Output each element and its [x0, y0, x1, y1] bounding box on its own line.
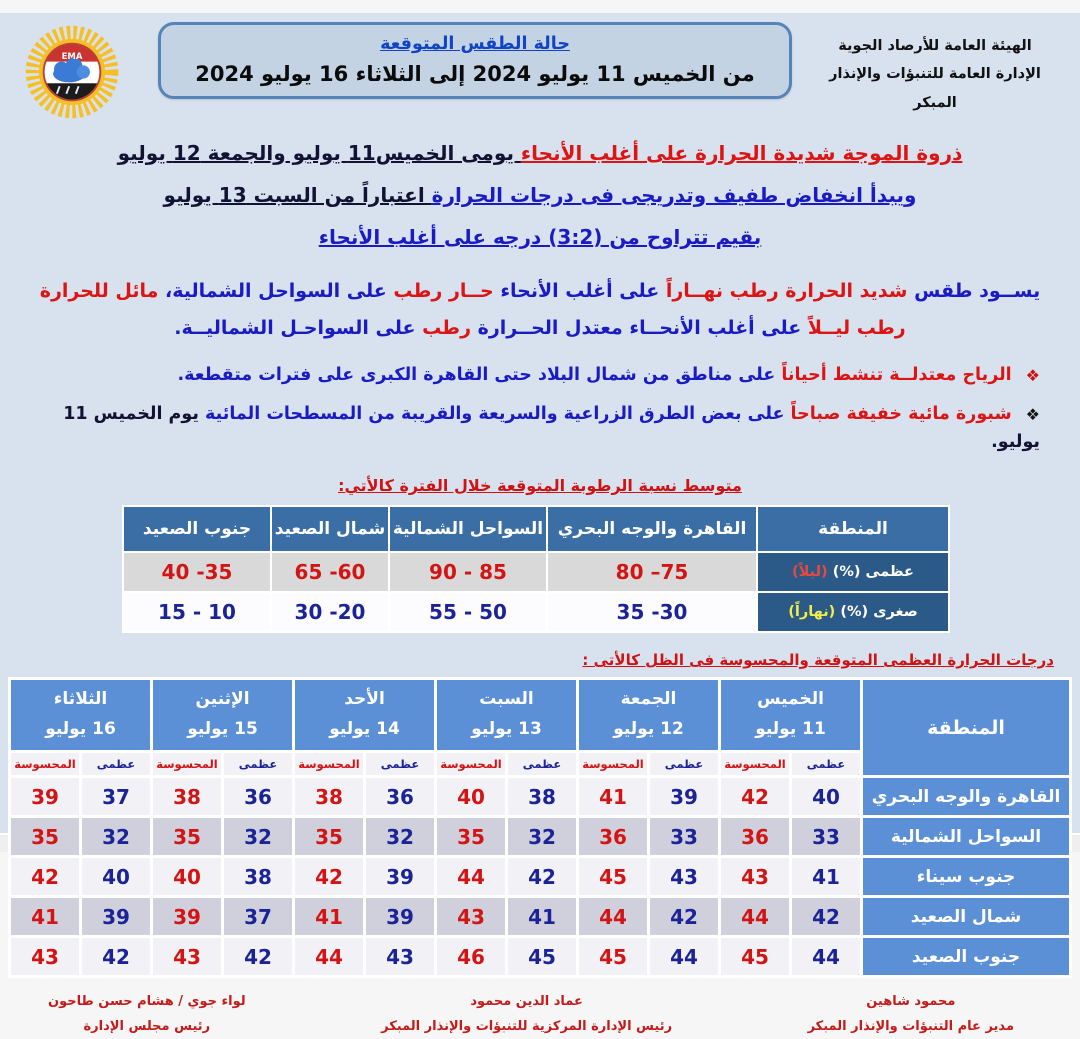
bullet-winds — [40, 361, 1040, 389]
temp-max-value: 33 — [650, 818, 718, 855]
forecast-seg: على السواحل الشمالية، — [158, 280, 387, 302]
temp-max-value: 38 — [508, 778, 576, 815]
temp-felt-value: 39 — [11, 778, 79, 815]
humidity-value: 35 -30 — [548, 593, 756, 631]
humidity-min-label-paren: (نهاراً) — [788, 604, 836, 621]
forecast-seg: معتدل الحــرارة — [471, 317, 623, 340]
temperature-day-header-row — [11, 680, 1069, 750]
temp-felt-value: 43 — [721, 858, 789, 895]
temp-felt-value: 45 — [579, 858, 647, 895]
forecast-seg: حــار رطب — [386, 280, 494, 302]
temp-felt-value: 42 — [721, 778, 789, 815]
signature-name: عماد الدين محمود — [470, 994, 583, 1010]
temp-felt-value: 42 — [295, 858, 363, 895]
humidity-table — [122, 505, 950, 633]
temperature-row-north-coasts — [11, 818, 1069, 855]
temp-felt-value: 44 — [295, 938, 363, 975]
temp-max-value: 43 — [650, 858, 718, 895]
temp-max-value: 37 — [224, 898, 292, 935]
day-header-monday — [153, 680, 292, 750]
subheader-felt: المحسوسة — [437, 753, 505, 775]
temp-felt-value: 38 — [295, 778, 363, 815]
temp-felt-value: 43 — [437, 898, 505, 935]
day-date: 11 يوليو — [755, 719, 826, 740]
forecast-seg: على السواحـل الشماليــة. — [174, 317, 416, 340]
signature-title: رئيس مجلس الإدارة — [83, 1018, 211, 1034]
signature-name: محمود شاهين — [866, 994, 956, 1010]
humidity-value: 40 -35 — [124, 553, 270, 591]
humidity-value: 65 -60 — [272, 553, 388, 591]
day-date: 14 يوليو — [329, 719, 400, 740]
region-name: القاهرة والوجه البحري — [863, 778, 1069, 815]
temp-felt-value: 41 — [579, 778, 647, 815]
temp-max-value: 39 — [366, 898, 434, 935]
temp-felt-value: 36 — [579, 818, 647, 855]
subheader-max: عظمى — [224, 753, 292, 775]
headline-2-dark: اعتباراً من السبت 13 يوليو — [163, 183, 432, 207]
temp-felt-value: 41 — [11, 898, 79, 935]
headline-line-3 — [8, 222, 1072, 253]
temp-max-value: 39 — [366, 858, 434, 895]
temp-felt-value: 45 — [721, 938, 789, 975]
bullet-list — [40, 361, 1040, 456]
temp-max-value: 32 — [82, 818, 150, 855]
day-name: الأحد — [344, 689, 385, 710]
humidity-max-label-paren: (ليلاً) — [792, 564, 828, 581]
day-date: 13 يوليو — [471, 719, 542, 740]
headline-line-2 — [8, 180, 1072, 211]
temp-max-value: 44 — [650, 938, 718, 975]
temperature-col-region: المنطقة — [863, 680, 1069, 775]
bullet-1-blue: على مناطق من شمال البلاد حتى القاهرة الكبرى على فترات متقطعة. — [177, 365, 776, 386]
humidity-max-row — [124, 553, 948, 591]
humidity-min-label — [758, 593, 948, 631]
page-title: حالة الطقس المتوقعة — [380, 34, 570, 54]
temp-max-value: 43 — [366, 938, 434, 975]
subheader-felt: المحسوسة — [295, 753, 363, 775]
forecast-seg: يســود طقس — [907, 280, 1041, 302]
headline-3-blue: بقيم تتراوح من (3:2) درجه على أغلب الأنحاء — [318, 225, 762, 249]
temp-felt-value: 45 — [579, 938, 647, 975]
subheader-felt: المحسوسة — [721, 753, 789, 775]
date-range: من الخميس 11 يوليو 2024 إلى الثلاثاء 16 يوليو 2024 — [195, 62, 755, 86]
day-date: 16 يوليو — [45, 719, 116, 740]
day-date: 12 يوليو — [613, 719, 684, 740]
signature-director — [808, 990, 1014, 1039]
temp-max-value: 32 — [508, 818, 576, 855]
humidity-value: 30 -20 — [272, 593, 388, 631]
day-name: الثلاثاء — [53, 689, 108, 710]
humidity-col-region: المنطقة — [758, 507, 948, 551]
forecast-seg: مائل للحرارة رطب ليــلاً — [39, 280, 906, 340]
temperature-row-south-upper — [11, 938, 1069, 975]
temp-felt-value: 35 — [437, 818, 505, 855]
signature-central-admin-head — [381, 990, 672, 1039]
temperature-row-north-upper — [11, 898, 1069, 935]
bullet-fog — [40, 400, 1040, 456]
temp-max-value: 39 — [82, 898, 150, 935]
headline-2-blue: ويبدأ انخفاض طفيف وتدريجى فى درجات الحرارة — [431, 183, 917, 207]
temp-felt-value: 35 — [295, 818, 363, 855]
temp-felt-value: 43 — [11, 938, 79, 975]
temp-max-value: 37 — [82, 778, 150, 815]
region-name: السواحل الشمالية — [863, 818, 1069, 855]
humidity-min-label-text: صغرى (%) — [835, 604, 918, 621]
forecast-seg: رطب — [415, 317, 472, 340]
logo-ema-text: EMA — [61, 51, 83, 62]
temp-max-value: 42 — [650, 898, 718, 935]
temp-max-value: 42 — [82, 938, 150, 975]
temp-max-value: 42 — [224, 938, 292, 975]
temp-felt-value: 35 — [11, 818, 79, 855]
forecast-seg: على أغلب الأنحاء — [493, 280, 660, 302]
temp-max-value: 38 — [224, 858, 292, 895]
day-header-sunday — [295, 680, 434, 750]
diamond-bullet-icon: ❖ — [1025, 405, 1040, 425]
subheader-felt: المحسوسة — [11, 753, 79, 775]
day-name: السبت — [479, 689, 534, 710]
subheader-max: عظمى — [650, 753, 718, 775]
signature-name: لواء جوي / هشام حسن طاحون — [48, 994, 246, 1010]
temp-felt-value: 39 — [153, 898, 221, 935]
temp-max-value: 36 — [366, 778, 434, 815]
bullet-2-red: شبورة مائية خفيفة صباحاً — [784, 404, 1012, 425]
humidity-value: 80 –75 — [548, 553, 756, 591]
temp-felt-value: 35 — [153, 818, 221, 855]
temp-felt-value: 36 — [721, 818, 789, 855]
headline-1-red: ذروة الموجة شديدة الحرارة على أغلب الأنحاء — [520, 141, 963, 165]
day-date: 15 يوليو — [187, 719, 258, 740]
humidity-value: 15 - 10 — [124, 593, 270, 631]
signature-title: مدير عام التنبؤات والإنذار المبكر — [807, 1018, 1014, 1034]
temp-felt-value: 41 — [295, 898, 363, 935]
organization-name — [806, 32, 1064, 117]
temperature-table — [8, 677, 1072, 978]
subheader-felt: المحسوسة — [153, 753, 221, 775]
subheader-max: عظمى — [792, 753, 860, 775]
day-header-thursday — [721, 680, 860, 750]
subheader-max: عظمى — [82, 753, 150, 775]
humidity-max-label — [758, 553, 948, 591]
temp-max-value: 32 — [366, 818, 434, 855]
temp-max-value: 42 — [508, 858, 576, 895]
humidity-section-title: متوسط نسبة الرطوبة المتوقعة خلال الفترة كالأتي: — [338, 476, 742, 496]
day-header-tuesday — [11, 680, 150, 750]
humidity-max-label-text: عظمى (%) — [827, 564, 914, 581]
title-box — [158, 22, 792, 99]
temp-max-value: 36 — [224, 778, 292, 815]
temperature-section-title: درجات الحرارة العظمى المتوقعة والمحسوسة فى الظل كالأتى : — [582, 651, 1054, 670]
humidity-col-north-coasts: السواحل الشمالية — [390, 507, 546, 551]
humidity-col-north-upper: شمال الصعيد — [272, 507, 388, 551]
day-name: الجمعة — [620, 689, 677, 710]
humidity-min-row — [124, 593, 948, 631]
forecast-seg: شديد الحرارة رطب نهــاراً — [659, 280, 908, 302]
temperature-row-south-sinai — [11, 858, 1069, 895]
temp-felt-value: 44 — [579, 898, 647, 935]
temp-felt-value: 42 — [11, 858, 79, 895]
forecast-seg: على أغلب الأنحــاء — [622, 317, 802, 340]
humidity-value: 55 - 50 — [390, 593, 546, 631]
temp-felt-value: 38 — [153, 778, 221, 815]
temp-felt-value: 44 — [437, 858, 505, 895]
bullet-1-red: الرياح معتدلــة تنشط أحياناً — [775, 365, 1012, 386]
bullet-2-dark: يوم الخميس 11 يوليو. — [63, 404, 1040, 453]
temp-max-value: 41 — [792, 858, 860, 895]
ema-sun-logo-icon — [18, 20, 126, 124]
humidity-value: 90 - 85 — [390, 553, 546, 591]
signatures-footer — [0, 978, 1080, 1039]
temp-max-value: 41 — [508, 898, 576, 935]
day-name: الإثنين — [195, 689, 250, 710]
forecast-paragraph — [35, 273, 1045, 347]
bullet-2-blue: على بعض الطرق الزراعية والسريعة والقريبة من المسطحات المائية — [198, 404, 785, 425]
day-name: الخميس — [757, 689, 824, 710]
headline-line-1 — [8, 138, 1072, 169]
region-name: جنوب الصعيد — [863, 938, 1069, 975]
region-name: جنوب سيناء — [863, 858, 1069, 895]
headline-1-dark: يومى الخميس11 يوليو والجمعة 12 يوليو — [117, 141, 521, 165]
region-name: شمال الصعيد — [863, 898, 1069, 935]
temp-felt-value: 44 — [721, 898, 789, 935]
humidity-col-south-upper: جنوب الصعيد — [124, 507, 270, 551]
signature-title: رئيس الإدارة المركزية للتنبؤات والإنذار المبكر — [381, 1018, 673, 1034]
subheader-max: عظمى — [508, 753, 576, 775]
temp-max-value: 39 — [650, 778, 718, 815]
subheader-max: عظمى — [366, 753, 434, 775]
temp-max-value: 33 — [792, 818, 860, 855]
temp-max-value: 40 — [792, 778, 860, 815]
temp-felt-value: 46 — [437, 938, 505, 975]
subheader-felt: المحسوسة — [579, 753, 647, 775]
temp-felt-value: 40 — [153, 858, 221, 895]
temperature-row-cairo-delta — [11, 778, 1069, 815]
temp-max-value: 44 — [792, 938, 860, 975]
signature-board-chairman — [48, 990, 246, 1039]
temp-max-value: 45 — [508, 938, 576, 975]
temp-max-value: 42 — [792, 898, 860, 935]
diamond-bullet-icon: ❖ — [1025, 366, 1040, 386]
header — [0, 16, 1080, 124]
humidity-col-cairo: القاهرة والوجه البحري — [548, 507, 756, 551]
humidity-header-row — [124, 507, 948, 551]
temp-felt-value: 43 — [153, 938, 221, 975]
day-header-friday — [579, 680, 718, 750]
headline-section — [0, 138, 1080, 253]
temp-max-value: 32 — [224, 818, 292, 855]
day-header-saturday — [437, 680, 576, 750]
org-line1: الهيئة العامة للأرصاد الجوية — [838, 38, 1032, 54]
temp-max-value: 40 — [82, 858, 150, 895]
temp-felt-value: 40 — [437, 778, 505, 815]
org-line2: الإدارة العامة للتنبؤات والإنذار المبكر — [829, 66, 1041, 111]
